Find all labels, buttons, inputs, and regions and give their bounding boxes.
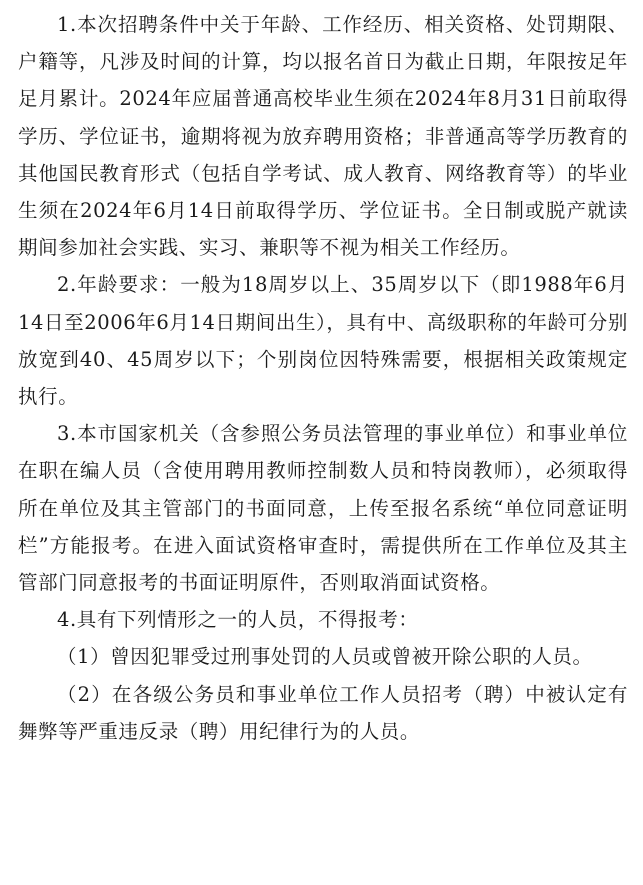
paragraph-age-work-experience-rules: 1.本次招聘条件中关于年龄、工作经历、相关资格、处罚期限、户籍等，凡涉及时间的计算，均以报名首日为截止日期，年限按足年足月累计。2024年应届普通高校毕业生须在2024年8月31日前取得学历、学位证书，逾期将视为放弃聘用资格；非普通高等学历教育的其他国民教育形式（包括自学考试、成人教育、网络教育等）的毕业生须在2024年6月14日前取得学历、学位证书。全日制或脱产就读期间参加社会实践、实习、兼职等不视为相关工作经历。	[18, 13, 628, 260]
paragraph-ineligible-item-1: （1）曾因犯罪受过刑事处罚的人员或曾被开除公职的人员。	[57, 645, 593, 669]
paragraph-ineligible-item-2: （2）在各级公务员和事业单位工作人员招考（聘）中被认定有舞弊等严重违反录（聘）用纪律行为的人员。	[18, 682, 628, 743]
paragraph-age-requirement: 2.年龄要求：一般为18周岁以上、35周岁以下（即1988年6月14日至2006年6月14日期间出生），具有中、高级职称的年龄可分别放宽到40、45周岁以下；个别岗位因特殊需要，根据相关政策规定执行。	[18, 273, 628, 409]
paragraph-ineligible-intro: 4.具有下列情形之一的人员，不得报考：	[57, 608, 419, 632]
document-page	[18, 6, 628, 750]
paragraph-in-service-staff-consent: 3.本市国家机关（含参照公务员法管理的事业单位）和事业单位在职在编人员（含使用聘用教师控制数人员和特岗教师），必须取得所在单位及其主管部门的书面同意，上传至报名系统“单位同意证明栏”方能报考。在进入面试资格审查时，需提供所在工作单位及其主管部门同意报考的书面证明原件，否则取消面试资格。	[18, 422, 628, 595]
